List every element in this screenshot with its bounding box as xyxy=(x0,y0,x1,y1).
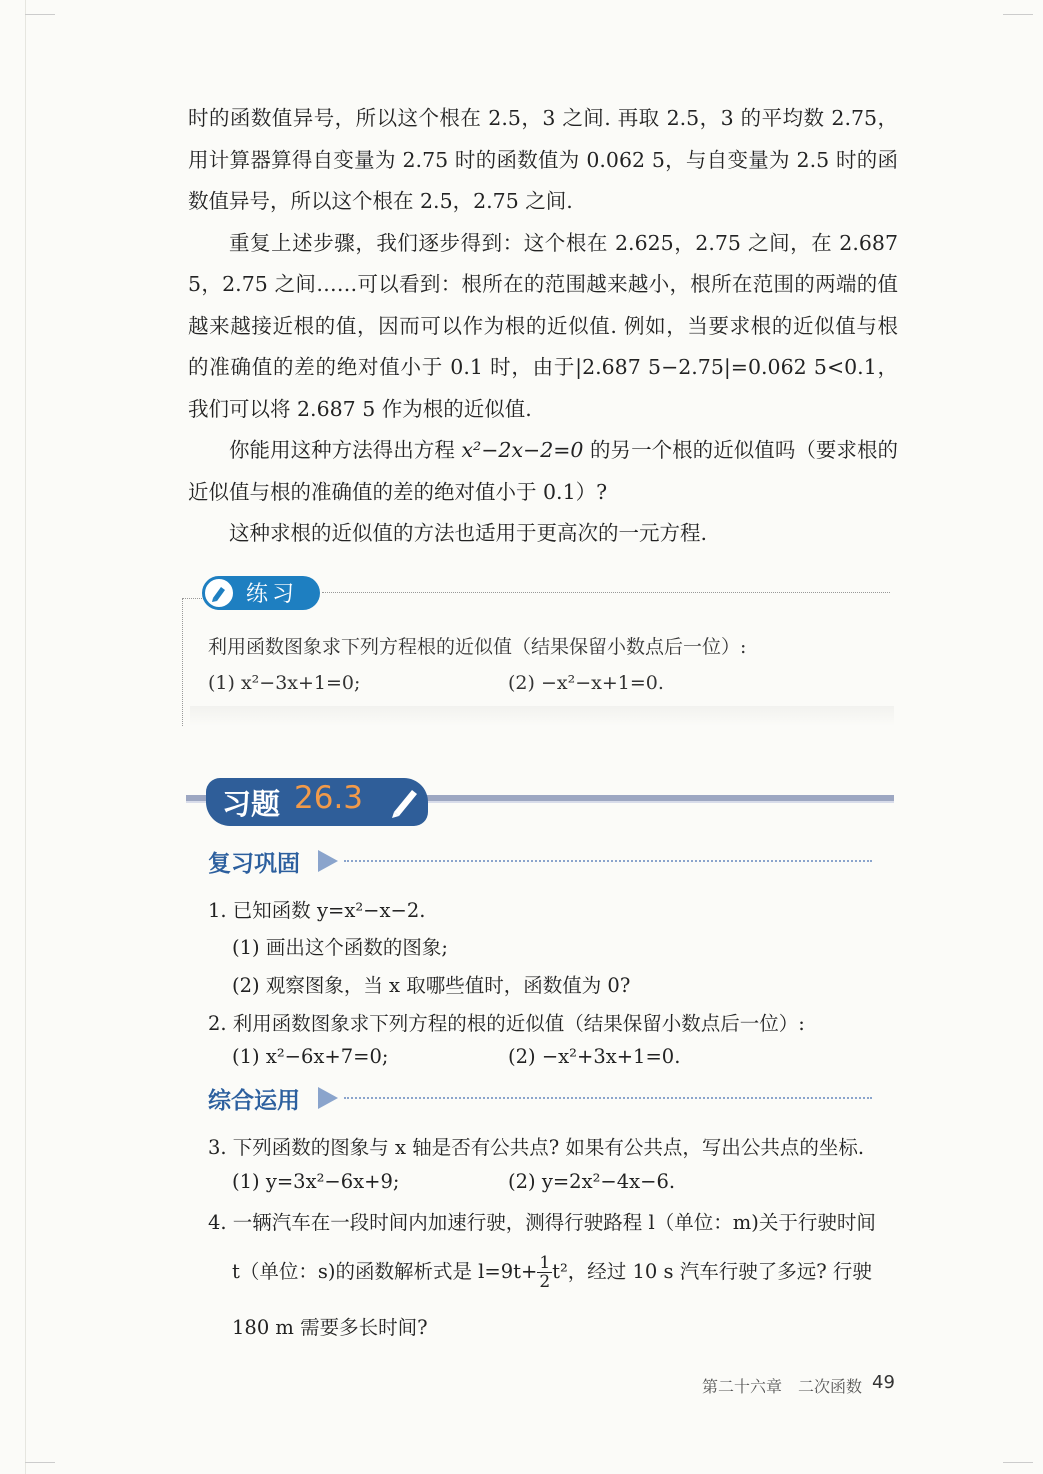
paragraph-1: 时的函数值异号，所以这个根在 2.5，3 之间. 再取 2.5，3 的平均数 2.75，用计算器算得自变量为 2.75 时的函数值为 0.062 5，与自变量为 2.5 时的函数值异号，所以这个根在 2.5，2.75 之间. xyxy=(188,106,898,213)
question-1: 1. 已知函数 y=x²−x−2. xyxy=(208,899,426,922)
practice-box xyxy=(182,576,894,726)
footer-chapter: 第二十六章 二次函数 xyxy=(702,1377,863,1396)
question-2: 2. 利用函数图象求下列方程的根的近似值（结果保留小数点后一位）: xyxy=(208,1012,805,1035)
practice-instruction: 利用函数图象求下列方程根的近似值（结果保留小数点后一位）: xyxy=(208,636,747,658)
question-3: 3. 下列函数的图象与 x 轴是否有公共点? 如果有公共点，写出公共点的坐标. xyxy=(208,1136,865,1159)
practice-item-2: (2) −x²−x+1=0. xyxy=(508,672,664,694)
crop-mark xyxy=(25,14,55,15)
crop-mark xyxy=(25,1462,55,1463)
exercise-number: 26.3 xyxy=(294,780,364,816)
paragraph-3: 你能用这种方法得出方程 x²−2x−2=0 的另一个根的近似值吗（要求根的近似值与根的准确值的差的绝对值小于 0.1）? xyxy=(188,438,898,504)
exercise-title: 习题 xyxy=(222,787,281,821)
question-4-line-3: 180 m 需要多长时间? xyxy=(232,1316,428,1339)
page-edge xyxy=(25,0,26,1474)
equation: x²−2x−2=0 xyxy=(461,438,584,462)
fraction: $\frac{1}{2}$ xyxy=(539,1253,551,1292)
crop-mark xyxy=(1003,1462,1033,1463)
paragraph-2: 重复上述步骤，我们逐步得到：这个根在 2.625，2.75 之间，在 2.687 5，2.75 之间……可以看到：根所在的范围越来越小，根所在范围的两端的值越来越接近根的值，因而可以作为根的近似值. 例如，当要求根的近似值与根的准确值的差的绝对值小于 0.1 时，由于|2.687 5−2.75|=0.062 5<0.1，我们可以将 2.687 5 作为根的近似值. xyxy=(188,230,898,421)
question-4-line-2: t（单位：s)的函数解析式是 l=9t+ $\frac{1}{2}$ t²，经过 10 s 汽车行驶了多远? 行驶 xyxy=(232,1253,872,1292)
pencil-icon xyxy=(384,782,424,822)
pencil-icon xyxy=(202,576,236,610)
body-text xyxy=(188,98,898,555)
question-4-line-1: 4. 一辆汽车在一段时间内加速行驶，测得行驶路程 l（单位：m)关于行驶时间 xyxy=(208,1211,876,1234)
page-number: 49 xyxy=(872,1372,895,1393)
question-3-part-2: (2) y=2x²−4x−6. xyxy=(508,1170,676,1193)
question-1-part-2: (2) 观察图象，当 x 取哪些值时，函数值为 0? xyxy=(232,974,631,997)
question-3-part-1: (1) y=3x²−6x+9; xyxy=(232,1170,400,1193)
section-title-application: 综合运用 xyxy=(208,1088,300,1114)
crop-mark xyxy=(1003,14,1033,15)
section-title-review: 复习巩固 xyxy=(208,851,300,877)
question-2-part-2: (2) −x²+3x+1=0. xyxy=(508,1045,681,1068)
arrow-icon xyxy=(318,850,338,872)
practice-title: 练习 xyxy=(246,582,299,607)
practice-item-1: (1) x²−3x+1=0; xyxy=(208,672,361,694)
arrow-icon xyxy=(318,1087,338,1109)
paragraph-4: 这种求根的近似值的方法也适用于更高次的一元方程. xyxy=(229,521,708,545)
question-1-part-1: (1) 画出这个函数的图象; xyxy=(232,936,448,959)
question-2-part-1: (1) x²−6x+7=0; xyxy=(232,1045,389,1068)
